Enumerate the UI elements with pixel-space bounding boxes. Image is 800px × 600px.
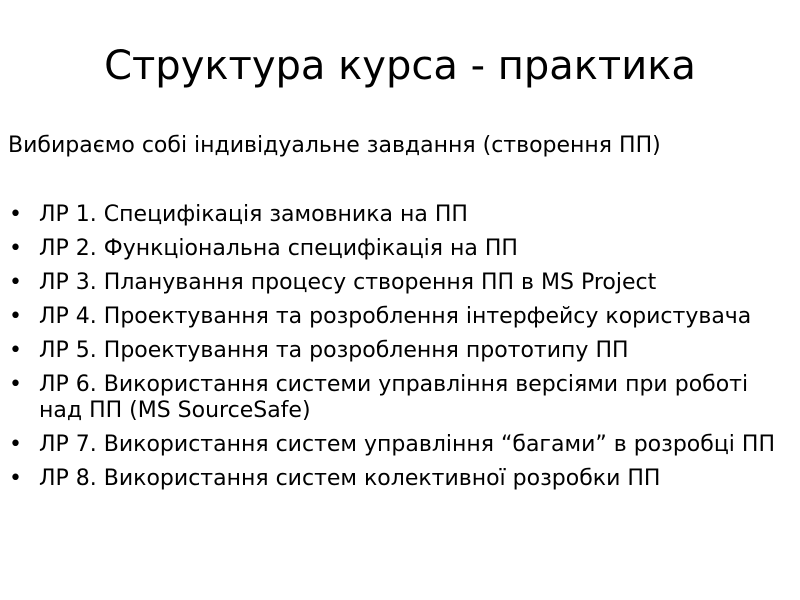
list-item bbox=[0, 432, 800, 458]
list-item bbox=[0, 466, 800, 492]
list-item-text: ЛР 7. Використання систем управління “багами” в розробці ПП bbox=[39, 432, 776, 457]
list-item-text: ЛР 5. Проектування та розроблення прототипу ПП bbox=[39, 338, 629, 363]
bullet-icon: • bbox=[9, 372, 22, 397]
bullet-icon: • bbox=[9, 236, 22, 261]
bullet-icon: • bbox=[9, 304, 22, 329]
list-item-text: ЛР 1. Специфікація замовника на ПП bbox=[39, 202, 468, 227]
bullet-icon: • bbox=[9, 270, 22, 295]
list-item bbox=[0, 304, 800, 330]
list-item bbox=[0, 270, 800, 296]
list-item-text: ЛР 6. Використання системи управління версіями при роботі над ПП (MS SourceSafe) bbox=[39, 372, 749, 423]
bullet-icon: • bbox=[9, 202, 22, 227]
list-item bbox=[0, 236, 800, 262]
list-item-text: ЛР 4. Проектування та розроблення інтерфейсу користувача bbox=[39, 304, 752, 329]
slide-title: Структура курса - практика bbox=[104, 43, 696, 89]
list-item-text: ЛР 8. Використання систем колективної розробки ПП bbox=[39, 466, 661, 491]
list-item bbox=[0, 372, 800, 424]
list-item bbox=[0, 338, 800, 364]
bullet-icon: • bbox=[9, 432, 22, 457]
list-item-text: ЛР 2. Функціональна специфікація на ПП bbox=[39, 236, 518, 261]
bullet-icon: • bbox=[9, 338, 22, 363]
list-item-text: ЛР 3. Планування процесу створення ПП в MS Project bbox=[39, 270, 657, 295]
intro-text: Вибираємо собі індивідуальне завдання (створення ПП) bbox=[8, 133, 661, 158]
list-item bbox=[0, 202, 800, 228]
bullet-icon: • bbox=[9, 466, 22, 491]
lab-list bbox=[0, 202, 800, 500]
